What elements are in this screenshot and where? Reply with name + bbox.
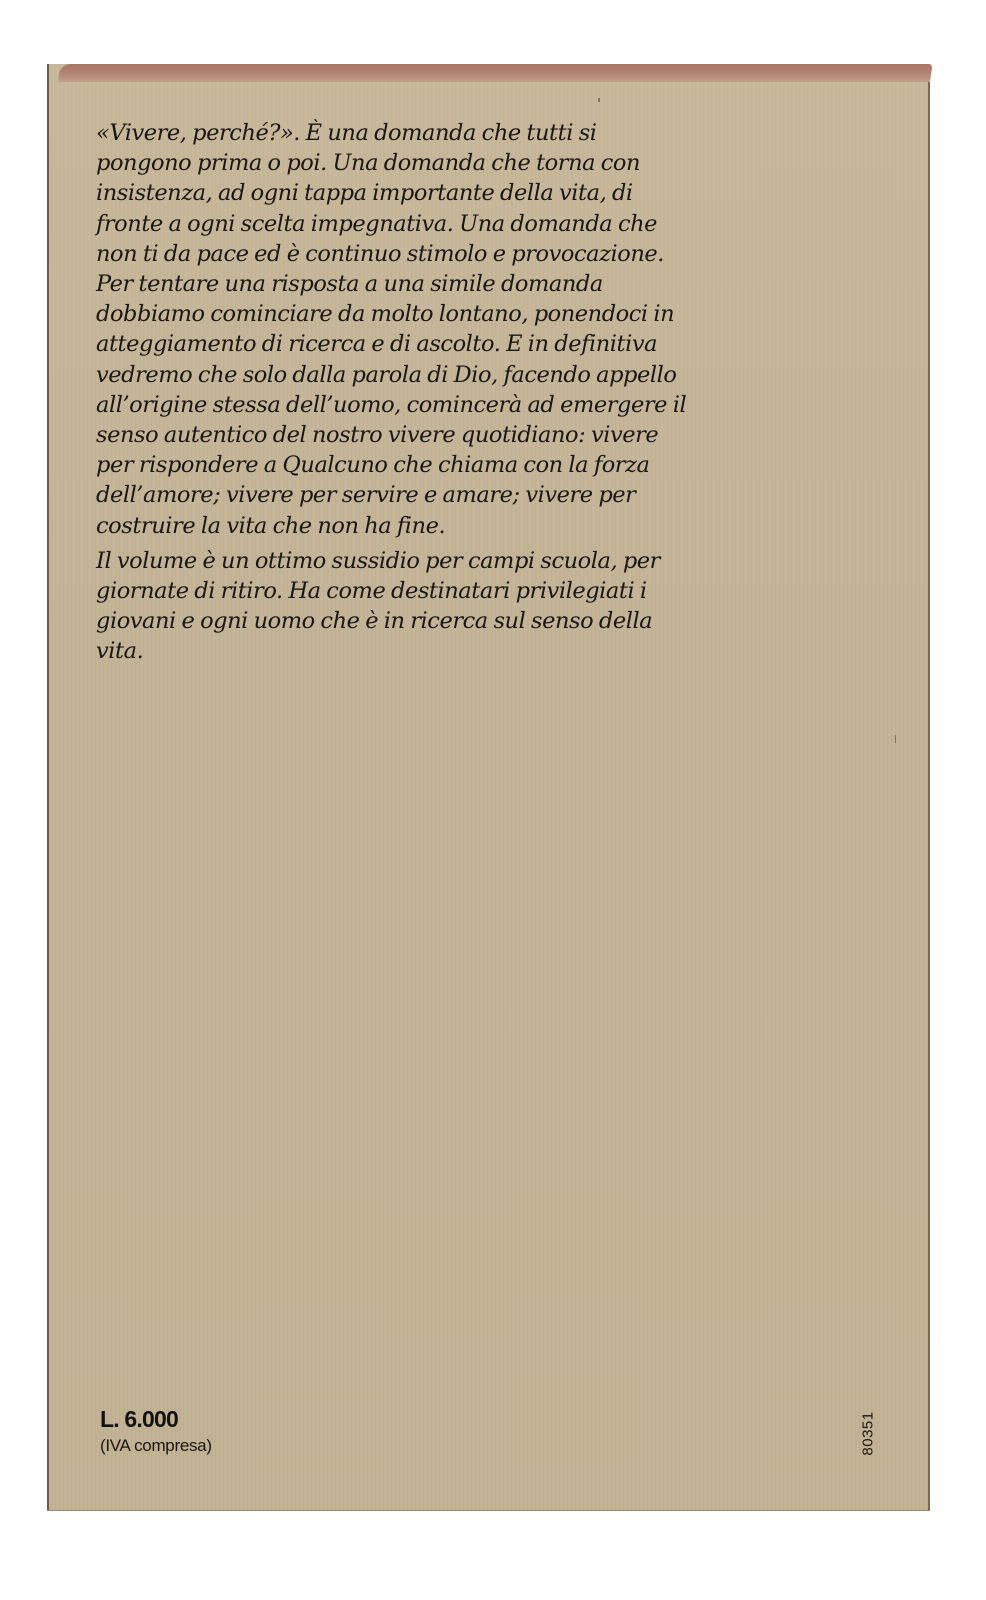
cover-top-edge (58, 64, 933, 82)
blurb-line: Il volume è un ottimo sussidio per campi scuola, per (96, 547, 660, 574)
blurb-line: giovani e ogni uomo che è in ricerca sul senso della (96, 608, 653, 635)
blurb-text (96, 118, 776, 667)
blurb-line: pongono prima o poi. Una domanda che torna con (96, 150, 641, 177)
blurb-line: non ti da pace ed è continuo stimolo e provocazione. (96, 240, 664, 267)
blurb-line: senso autentico del nostro vivere quotidiano: vivere (96, 422, 659, 449)
blurb-line: fronte a ogni scelta impegnativa. Una domanda che (96, 210, 658, 237)
blurb-line: dobbiamo cominciare da molto lontano, ponendoci in (96, 301, 675, 328)
blurb-line: insistenza, ad ogni tappa importante della vita, di (96, 180, 633, 207)
blurb-line: atteggiamento di ricerca e di ascolto. E in definitiva (96, 331, 658, 358)
blurb-line: dell’amore; vivere per servire e amare; vivere per (96, 482, 636, 509)
blurb-line: vita. (96, 638, 144, 665)
blurb-line: all’origine stessa dell’uomo, comincerà ad emergere il (96, 391, 687, 418)
catalog-code: 80351 (859, 1411, 877, 1456)
blurb-line: «Vivere, perché?». È una domanda che tutti si (96, 120, 597, 146)
paper-speck (598, 98, 600, 102)
blurb-line: Per tentare una risposta a una simile domanda (96, 271, 603, 298)
paper-speck (895, 735, 896, 743)
vat-note: (IVA compresa) (100, 1436, 212, 1455)
blurb-line: giornate di ritiro. Ha come destinatari privilegiati i (96, 578, 647, 605)
blurb-paragraph-1 (96, 118, 776, 541)
blurb-paragraph-2 (96, 546, 776, 667)
blurb-line: costruire la vita che non ha fine. (96, 512, 446, 539)
price-label: L. 6.000 (100, 1406, 178, 1432)
blurb-line: vedremo che solo dalla parola di Dio, facendo appello (96, 361, 677, 388)
blurb-line: per rispondere a Qualcuno che chiama con la forza (96, 452, 650, 479)
